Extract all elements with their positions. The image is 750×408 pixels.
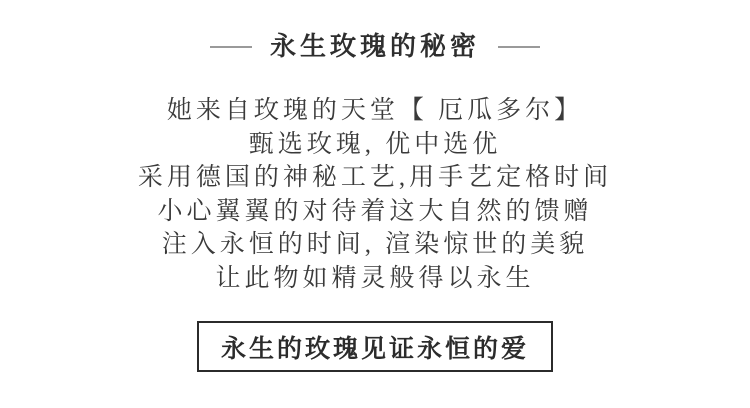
section-title: 永生玫瑰的秘密 <box>269 32 480 61</box>
description-line-2: 甄选玫瑰, 优中选优 <box>248 130 502 158</box>
description-line-4: 小心翼翼的对待着这大自然的馈赠 <box>157 197 593 225</box>
slogan-text: 永生的玫瑰见证永恒的爱 <box>220 335 529 363</box>
slogan-box <box>197 321 553 372</box>
section-title-row <box>210 32 540 62</box>
description-line-3: 采用德国的神秘工艺,用手艺定格时间 <box>137 164 613 191</box>
description-line-6: 让此物如精灵般得以永生 <box>215 264 535 292</box>
title-right-dash <box>498 46 540 48</box>
title-left-dash <box>210 46 252 48</box>
description-text-block <box>138 94 612 295</box>
description-line-5: 注入永恒的时间, 渲染惊世的美貌 <box>161 231 589 258</box>
description-line-1: 她来自玫瑰的天堂【 厄瓜多尔】 <box>166 97 584 124</box>
